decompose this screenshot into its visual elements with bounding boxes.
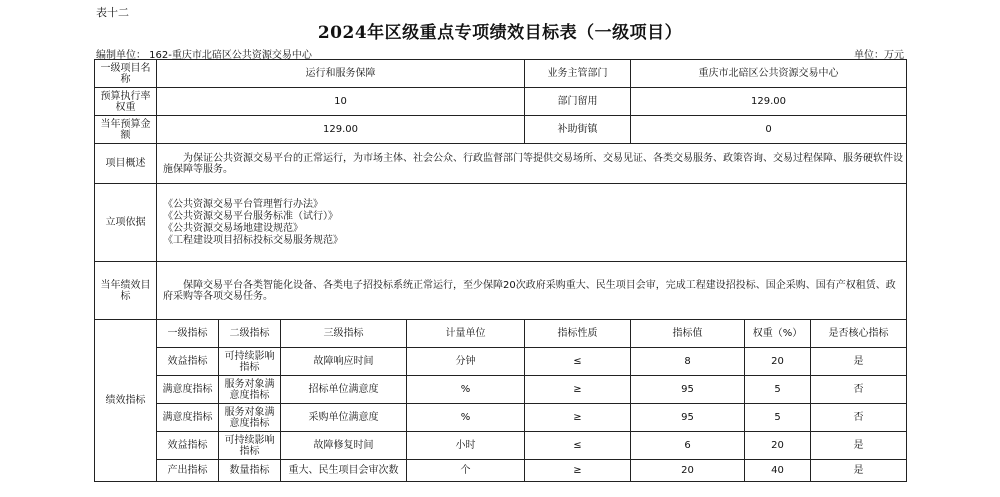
cell-level2: 可持续影响指标 bbox=[219, 432, 281, 460]
cell-value: 95 bbox=[631, 376, 745, 404]
reserve-value: 129.00 bbox=[631, 88, 907, 116]
cell-nature: ≥ bbox=[525, 460, 631, 482]
row-overview bbox=[95, 144, 907, 184]
cell-nature: ≥ bbox=[525, 404, 631, 432]
column-header: 计量单位 bbox=[407, 320, 525, 348]
subsidy-value: 0 bbox=[631, 116, 907, 144]
dept-label: 业务主管部门 bbox=[525, 60, 631, 88]
cell-unit: % bbox=[407, 376, 525, 404]
currency-unit: 单位：万元 bbox=[854, 50, 904, 61]
column-header: 指标性质 bbox=[525, 320, 631, 348]
cell-level2: 服务对象满意度指标 bbox=[219, 404, 281, 432]
budget-value: 129.00 bbox=[157, 116, 525, 144]
cell-core: 是 bbox=[811, 460, 907, 482]
cell-value: 95 bbox=[631, 404, 745, 432]
column-header: 指标值 bbox=[631, 320, 745, 348]
cell-level1: 满意度指标 bbox=[157, 376, 219, 404]
subsidy-label: 补助街镇 bbox=[525, 116, 631, 144]
cell-core: 是 bbox=[811, 432, 907, 460]
cell-weight: 20 bbox=[745, 348, 811, 376]
table-number: 表十二 bbox=[96, 6, 129, 19]
row-budget bbox=[95, 116, 907, 144]
performance-target-table bbox=[94, 59, 907, 482]
column-header: 一级指标 bbox=[157, 320, 219, 348]
cell-level3: 重大、民生项目会审次数 bbox=[281, 460, 407, 482]
reserve-label: 部门留用 bbox=[525, 88, 631, 116]
cell-weight: 20 bbox=[745, 432, 811, 460]
budget-label: 当年预算金额 bbox=[95, 116, 157, 144]
overview-label: 项目概述 bbox=[95, 144, 157, 184]
basis-item: 《公共资源交易场地建设规范》 bbox=[163, 222, 303, 234]
cell-nature: ≥ bbox=[525, 376, 631, 404]
indicator-header-row bbox=[95, 320, 907, 348]
project-name-value: 运行和服务保障 bbox=[157, 60, 525, 88]
cell-level2: 数量指标 bbox=[219, 460, 281, 482]
goal-text: 保障交易平台各类智能化设备、各类电子招投标系统正常运行，至少保障20次政府采购重大、民生项目会审，完成工程建设招投标、国企采购、国有产权租赁、政府采购等各项交易任务。 bbox=[157, 262, 907, 320]
table-row bbox=[95, 376, 907, 404]
cell-level1: 产出指标 bbox=[157, 460, 219, 482]
table-row bbox=[95, 348, 907, 376]
basis-item: 《公共资源交易平台管理暂行办法》 bbox=[163, 198, 323, 210]
cell-level3: 招标单位满意度 bbox=[281, 376, 407, 404]
column-header: 权重（%） bbox=[745, 320, 811, 348]
column-header: 二级指标 bbox=[219, 320, 281, 348]
cell-unit: % bbox=[407, 404, 525, 432]
basis-item: 《工程建设项目招标投标交易服务规范》 bbox=[163, 234, 343, 246]
cell-weight: 40 bbox=[745, 460, 811, 482]
cell-weight: 5 bbox=[745, 404, 811, 432]
cell-core: 否 bbox=[811, 376, 907, 404]
column-header: 三级指标 bbox=[281, 320, 407, 348]
cell-level3: 故障修复时间 bbox=[281, 432, 407, 460]
column-header: 是否核心指标 bbox=[811, 320, 907, 348]
indicators-label: 绩效指标 bbox=[95, 320, 157, 482]
table-row bbox=[95, 460, 907, 482]
cell-level3: 故障响应时间 bbox=[281, 348, 407, 376]
row-basis bbox=[95, 184, 907, 262]
row-goal bbox=[95, 262, 907, 320]
weight-label: 预算执行率权重 bbox=[95, 88, 157, 116]
cell-core: 是 bbox=[811, 348, 907, 376]
cell-level2: 服务对象满意度指标 bbox=[219, 376, 281, 404]
cell-level1: 效益指标 bbox=[157, 432, 219, 460]
table-row bbox=[95, 432, 907, 460]
cell-level2: 可持续影响指标 bbox=[219, 348, 281, 376]
cell-unit: 小时 bbox=[407, 432, 525, 460]
basis-label: 立项依据 bbox=[95, 184, 157, 262]
cell-value: 20 bbox=[631, 460, 745, 482]
weight-value: 10 bbox=[157, 88, 525, 116]
row-project-name bbox=[95, 60, 907, 88]
cell-level1: 满意度指标 bbox=[157, 404, 219, 432]
cell-unit: 分钟 bbox=[407, 348, 525, 376]
page-title: 2024年区级重点专项绩效目标表（一级项目） bbox=[317, 23, 683, 43]
cell-value: 6 bbox=[631, 432, 745, 460]
cell-unit: 个 bbox=[407, 460, 525, 482]
cell-value: 8 bbox=[631, 348, 745, 376]
project-name-label: 一级项目名称 bbox=[95, 60, 157, 88]
cell-level1: 效益指标 bbox=[157, 348, 219, 376]
dept-value: 重庆市北碚区公共资源交易中心 bbox=[631, 60, 907, 88]
table-row bbox=[95, 404, 907, 432]
cell-level3: 采购单位满意度 bbox=[281, 404, 407, 432]
row-weight bbox=[95, 88, 907, 116]
compiling-unit: 编制单位： 162-重庆市北碚区公共资源交易中心 bbox=[96, 50, 312, 61]
goal-label: 当年绩效目标 bbox=[95, 262, 157, 320]
cell-weight: 5 bbox=[745, 376, 811, 404]
basis-item: 《公共资源交易平台服务标准（试行）》 bbox=[163, 210, 338, 222]
basis-list bbox=[157, 184, 907, 262]
cell-nature: ≤ bbox=[525, 348, 631, 376]
overview-text: 为保证公共资源交易平台的正常运行，为市场主体、社会公众、行政监督部门等提供交易场所、交易见证、各类交易服务、政策咨询、交易过程保障、服务硬软件设施保障等服务。 bbox=[157, 144, 907, 184]
cell-nature: ≤ bbox=[525, 432, 631, 460]
cell-core: 否 bbox=[811, 404, 907, 432]
